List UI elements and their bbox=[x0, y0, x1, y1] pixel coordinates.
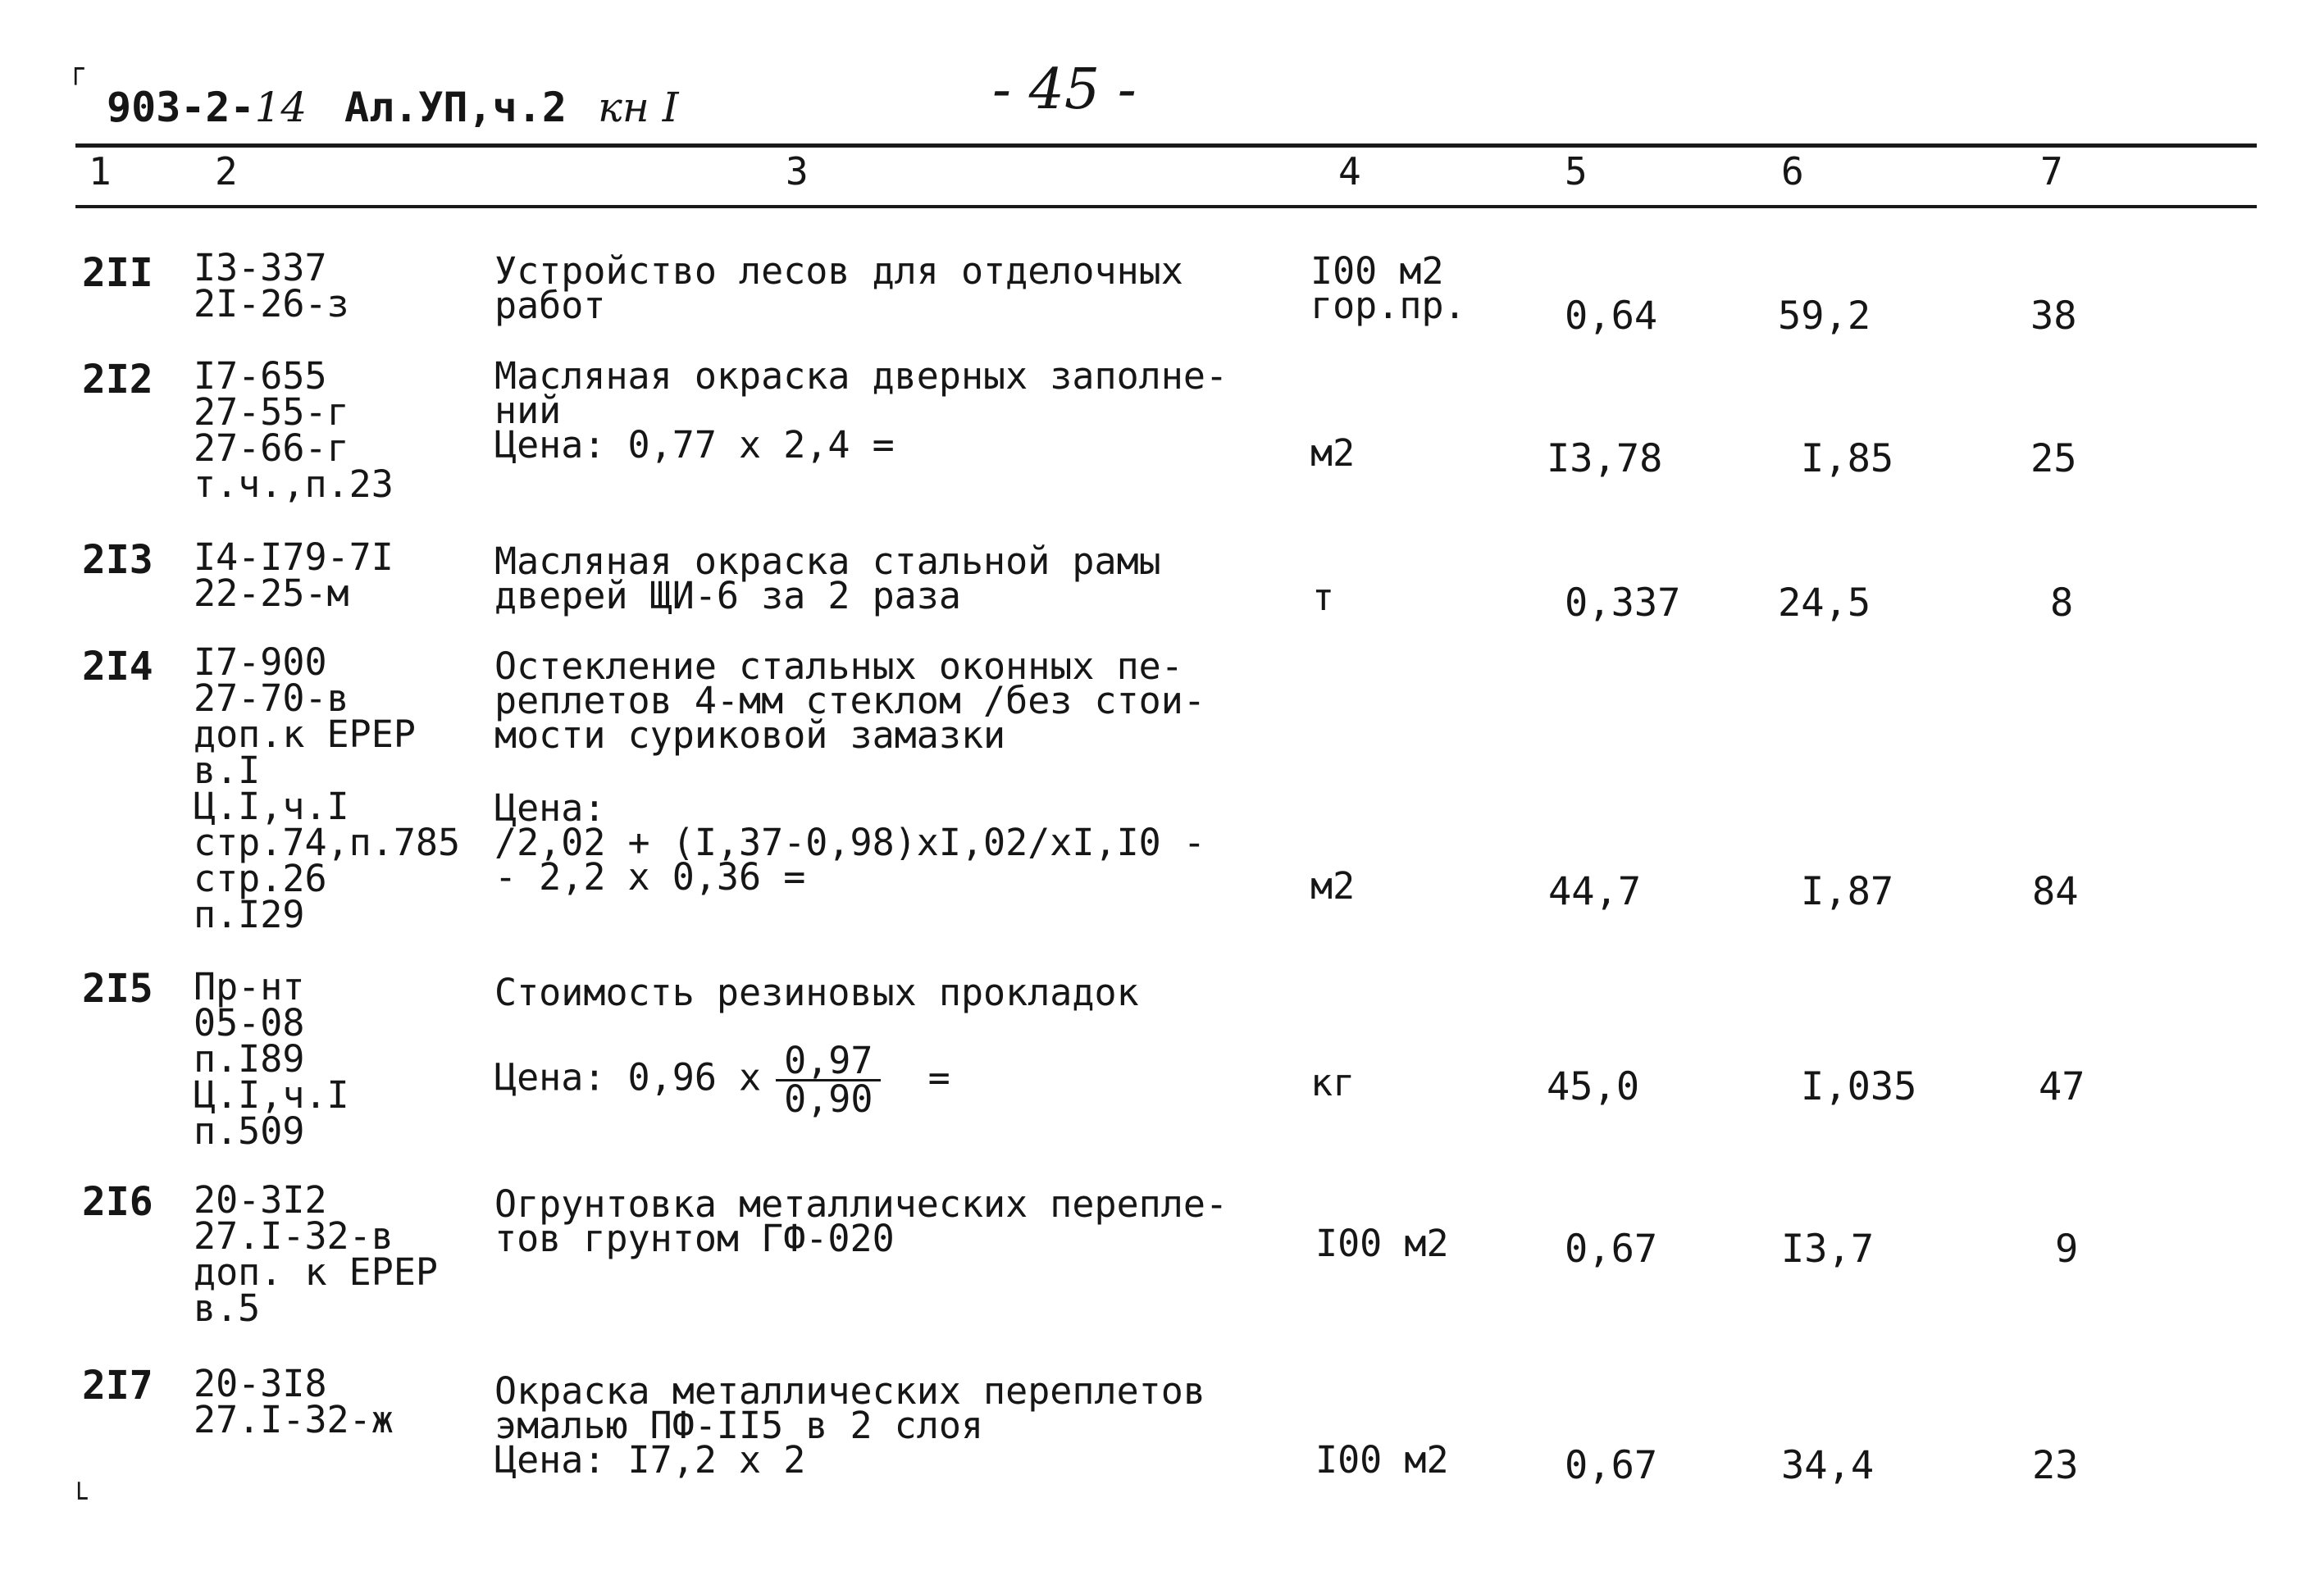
norm-code: 20-3I8 27.I-32-ж bbox=[194, 1362, 394, 1441]
page-number: - 45 - bbox=[992, 57, 1137, 122]
quantity: I3,78 bbox=[1547, 436, 1663, 481]
unit: I00 м2 bbox=[1315, 1222, 1449, 1265]
row-number: 2I6 bbox=[82, 1179, 153, 1225]
total: 38 bbox=[2030, 294, 2077, 339]
col-header-1: 1 bbox=[89, 149, 112, 194]
row-number: 2I7 bbox=[82, 1363, 153, 1409]
corner-mark-top: ┌ bbox=[67, 52, 84, 85]
fraction-denominator: 0,90 bbox=[784, 1077, 873, 1121]
unit: м2 bbox=[1310, 864, 1356, 908]
work-description: Масляная окраска дверных заполне- ний Цена: 0,77 х 2,4 = bbox=[494, 354, 1228, 467]
work-description: Стоимость резиновых прокладок bbox=[494, 971, 1139, 1014]
work-description: Окраска металлических переплетов эмалью ПФ-II5 в 2 слоя Цена: I7,2 х 2 bbox=[494, 1369, 1205, 1482]
quantity: 0,67 bbox=[1565, 1443, 1658, 1488]
quantity: 0,64 bbox=[1565, 294, 1658, 339]
work-description: Масляная окраска стальной рамы дверей ЩИ-6 за 2 раза bbox=[494, 540, 1161, 617]
total: 9 bbox=[2055, 1227, 2079, 1272]
total: 25 bbox=[2030, 436, 2077, 481]
row-number: 2I2 bbox=[82, 357, 153, 403]
price-fraction bbox=[776, 1039, 881, 1121]
quantity: 0,337 bbox=[1565, 581, 1681, 626]
norm-code: I3-337 2I-26-з bbox=[194, 246, 349, 326]
unit: т bbox=[1312, 576, 1335, 619]
quantity: 45,0 bbox=[1547, 1064, 1640, 1109]
row-number: 2II bbox=[82, 250, 153, 296]
unit-price: I3,7 bbox=[1781, 1227, 1875, 1272]
price-formula bbox=[494, 1039, 950, 1121]
col-header-7: 7 bbox=[2040, 149, 2063, 194]
formula-suffix: = bbox=[927, 1055, 950, 1100]
album-ref-handwritten: кн I bbox=[598, 84, 679, 131]
album-ref bbox=[344, 84, 678, 131]
quantity: 0,67 bbox=[1565, 1227, 1658, 1272]
unit: I00 м2 bbox=[1315, 1438, 1449, 1482]
norm-code: 20-3I2 27.I-32-в доп. к ЕРЕР в.5 bbox=[194, 1178, 439, 1330]
total: 84 bbox=[2032, 869, 2079, 914]
unit-price: I,87 bbox=[1801, 869, 1894, 914]
work-description: Остекление стальных оконных пе- реплетов 4-мм стеклом /без стои- мости суриковой замазки bbox=[494, 644, 1205, 757]
formula-prefix: Цена: 0,96 х bbox=[494, 1055, 762, 1100]
norm-code: I7-655 27-55-г 27-66-г т.ч.,п.23 bbox=[194, 354, 394, 506]
doc-code-printed: 903-2- bbox=[107, 84, 255, 131]
unit-price: 34,4 bbox=[1781, 1443, 1875, 1488]
norm-code: I7-900 27-70-в доп.к ЕРЕР в.I Ц.I,ч.I стр.74,п.785 стр.26 п.I29 bbox=[194, 640, 461, 936]
doc-code-handwritten: 14 bbox=[254, 84, 308, 131]
norm-code: Пр-нт 05-08 п.I89 Ц.I,ч.I п.509 bbox=[194, 965, 349, 1153]
corner-mark-bottom: └ bbox=[71, 1482, 88, 1515]
album-ref-printed: Ал.УП,ч.2 bbox=[344, 84, 567, 131]
quantity: 44,7 bbox=[1548, 869, 1642, 914]
price-formula: Цена: /2,02 + (I,37-0,98)хI,02/хI,I0 - - 2,2 х 0,36 = bbox=[494, 786, 1205, 899]
work-description: Огрунтовка металлических перепле- тов грунтом ГФ-020 bbox=[494, 1182, 1228, 1260]
row-number: 2I3 bbox=[82, 537, 153, 583]
col-header-2: 2 bbox=[215, 149, 238, 194]
col-header-6: 6 bbox=[1781, 149, 1804, 194]
fraction-numerator: 0,97 bbox=[776, 1043, 881, 1081]
col-header-5: 5 bbox=[1565, 149, 1588, 194]
unit-price: 24,5 bbox=[1778, 581, 1871, 626]
unit: м2 bbox=[1310, 431, 1356, 475]
col-header-4: 4 bbox=[1338, 149, 1361, 194]
total: 47 bbox=[2039, 1064, 2085, 1109]
norm-code: I4-I79-7I 22-25-м bbox=[194, 535, 394, 615]
unit-price: I,035 bbox=[1801, 1064, 1917, 1109]
unit: кг bbox=[1310, 1061, 1356, 1104]
row-number: 2I4 bbox=[82, 644, 153, 690]
total: 8 bbox=[2050, 581, 2074, 626]
table-header-rule bbox=[75, 205, 2257, 208]
row-number: 2I5 bbox=[82, 966, 153, 1012]
unit-price: 59,2 bbox=[1778, 294, 1871, 339]
work-description: Устройство лесов для отделочных работ bbox=[494, 249, 1183, 327]
unit: I00 м2 гор.пр. bbox=[1310, 249, 1466, 327]
col-header-3: 3 bbox=[786, 149, 809, 194]
unit-price: I,85 bbox=[1801, 436, 1894, 481]
table-top-rule bbox=[75, 143, 2257, 148]
doc-code bbox=[107, 84, 307, 131]
total: 23 bbox=[2032, 1443, 2079, 1488]
